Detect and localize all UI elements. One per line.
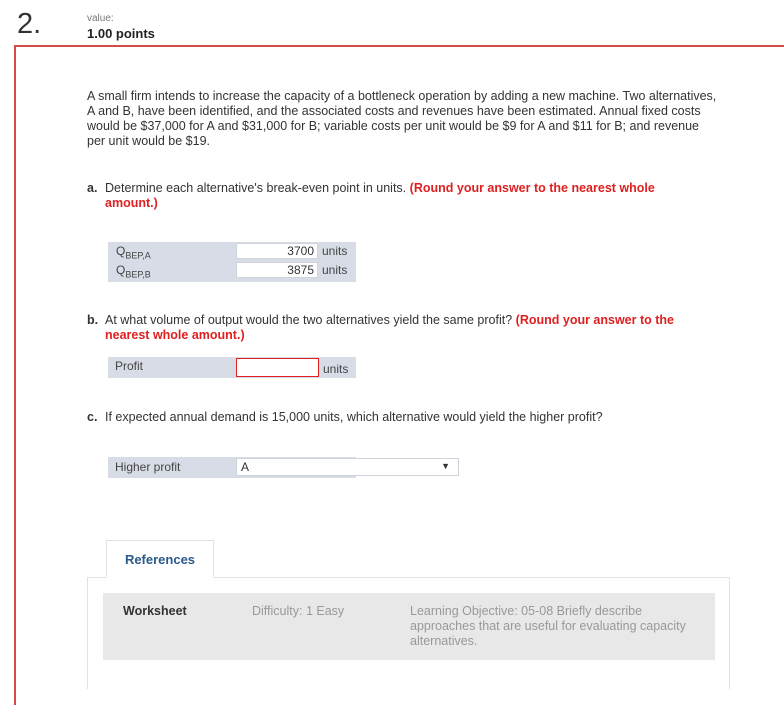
part-a-question: Determine each alternative's break-even point in units. xyxy=(105,181,407,195)
part-a-text xyxy=(105,181,705,211)
points-value: 1.00 points xyxy=(87,26,155,41)
references-body xyxy=(103,593,715,660)
dropdown-arrow-icon: ▼ xyxy=(441,461,450,471)
part-b xyxy=(87,313,707,345)
qbep-b-label: $Q_{BEP,B}$ xyxy=(116,263,151,280)
value-label: value: xyxy=(87,13,114,24)
question-intro: A small firm intends to increase the capacity of a bottleneck operation by adding a new machine. Two alternatives, A and B, have been identified, and the associated costs and revenues have been estimated. Annual fixed costs would be $37,000 for A and $31,000 for B; variable costs per unit would be $9 for A and $11 for B; and revenue per unit would be $19. xyxy=(87,89,717,148)
question-number: 2. xyxy=(17,8,42,40)
profit-input[interactable] xyxy=(236,358,319,377)
higher-profit-select[interactable] xyxy=(236,458,459,476)
break-even-table xyxy=(108,242,356,282)
worksheet-label: Worksheet xyxy=(123,604,187,618)
higher-profit-table xyxy=(108,457,450,478)
profit-unit: units xyxy=(323,362,349,376)
part-c xyxy=(87,410,707,426)
profit-table xyxy=(108,357,356,378)
part-a xyxy=(87,181,707,213)
qbep-a-input[interactable]: 3700 xyxy=(236,243,318,259)
profit-label: Profit xyxy=(115,359,144,373)
difficulty-label: Difficulty: 1 Easy xyxy=(252,604,345,618)
qbep-a-unit: units xyxy=(322,244,348,258)
part-b-text xyxy=(105,313,705,343)
table-row xyxy=(108,242,356,262)
higher-profit-label: Higher profit xyxy=(115,460,181,474)
table-row xyxy=(108,261,356,281)
part-b-question: At what volume of output would the two alternatives yield the same profit? xyxy=(105,313,513,327)
part-a-letter: a. xyxy=(87,181,98,195)
part-b-letter: b. xyxy=(87,313,99,327)
learning-objective: Learning Objective: 05-08 Briefly describe approaches that are useful for evaluating capacity alternatives. xyxy=(410,604,686,648)
references-tab[interactable]: References xyxy=(106,540,214,578)
part-a-instruction: (Round your answer to the nearest whole amount.) xyxy=(105,181,655,210)
part-c-text: If expected annual demand is 15,000 units, which alternative would yield the higher profit? xyxy=(105,410,603,424)
higher-profit-selected-value: A xyxy=(241,460,250,474)
qbep-a-label: $Q_{BEP,A}$ xyxy=(116,244,151,261)
qbep-b-unit: units xyxy=(322,263,348,277)
part-c-letter: c. xyxy=(87,410,98,424)
qbep-b-input[interactable]: 3875 xyxy=(236,262,318,278)
part-b-instruction: (Round your answer to the nearest whole amount.) xyxy=(105,313,674,342)
